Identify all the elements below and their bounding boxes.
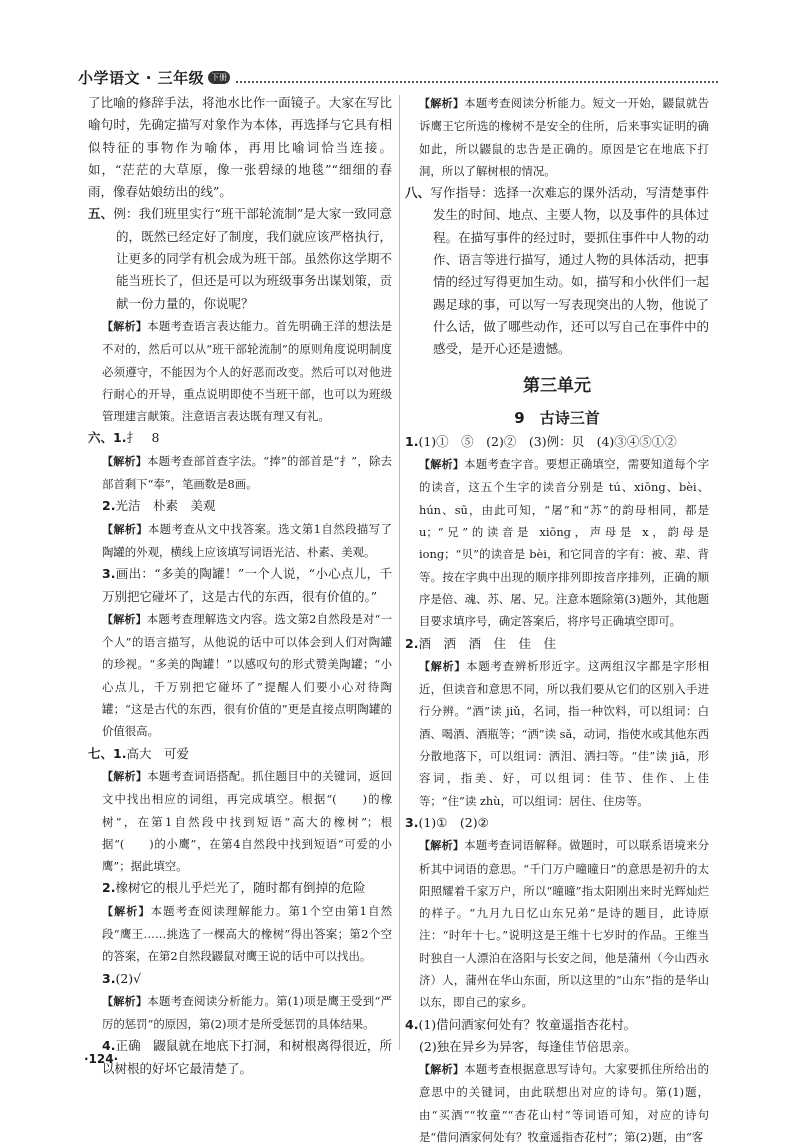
analysis-tag: 【解析】 bbox=[102, 319, 148, 333]
q6-3-analysis bbox=[88, 608, 392, 743]
analysis-tag: 【解析】 bbox=[419, 839, 465, 853]
q6-3-number: 3. bbox=[102, 566, 116, 582]
analysis-tag: 【解析】 bbox=[102, 454, 147, 468]
q7-1-number: 1. bbox=[113, 745, 127, 761]
q7-3-text: (2)√ bbox=[115, 970, 142, 986]
q7-2-answer bbox=[88, 877, 392, 899]
analysis-text: 本题考查语言表达能力。首先明确王洋的想法是不对的，然后可以从“班干部轮流制”的原则角度说明制度必须遵守，不能因为个人的好恶而改变。然后可以对他进行耐心的开导，重点说明即使不当班干部，也可以为班级管理建言献策。注意语言表达既有理又有礼。 bbox=[102, 318, 392, 424]
q7-4-answer bbox=[88, 1035, 392, 1080]
volume-badge: 下册 bbox=[208, 71, 230, 84]
analysis-tag: 【解析】 bbox=[102, 612, 147, 626]
analysis-text: 本题考查部首查字法。“捧”的部首是“扌”，除去部首剩下“奉”，笔画数是8画。 bbox=[102, 453, 392, 492]
analysis-tag: 【解析】 bbox=[102, 769, 148, 783]
analysis-tag: 【解析】 bbox=[102, 522, 148, 536]
right-column bbox=[405, 92, 709, 1148]
q7-1-text: 高大 可爱 bbox=[126, 745, 189, 761]
q7-1-answer bbox=[88, 743, 392, 765]
analysis-text: 本题考查字音。要想正确填空，需要知道每个字的读音，这五个生字的读音分别是 tú、xiōng、bèi、hún、sū，由此可知，“屠”和“苏”的韵母相同，都是 u；“兄”的读音是 xiōng，声母是 x，韵母是 iong；“贝”的读音是 bèi，和它同音的字有：被、辈、背等。按在字典中出现的顺序排列即按音序排列，正确的顺序是倍、魂、苏、屠、兄。注意本题除第(3)题外，其他题目要求填序号，确定答案后，将序号正确填空即可。 bbox=[419, 457, 709, 629]
q7-number: 七、 bbox=[88, 745, 114, 761]
r-q3-number: 3. bbox=[405, 814, 419, 830]
analysis-tag: 【解析】 bbox=[102, 904, 151, 918]
left-column bbox=[88, 92, 392, 1080]
analysis-text: 本题考查词语解释。做题时，可以联系语境来分析其中词语的意思。“千门万户曈曈日”的意思是初升的太阳照耀着千家万户，所以“曈曈”指太阳刚出来时光辉灿烂的样子。“九月九日忆山东兄弟”是诗的题目，此诗原注：“时年十七。”说明这是王维十七岁时的作品。王维当时独自一人漂泊在洛阳与长安之间，他是蒲州（今山西永济）人，蒲州在华山东面，所以这里的“山东”指的是华山以东，即自己的家乡。 bbox=[419, 838, 709, 1010]
r-q3-answer bbox=[405, 812, 709, 834]
q7-2-number: 2. bbox=[102, 880, 116, 896]
q7-3-answer bbox=[88, 968, 392, 990]
q7-4-number: 4. bbox=[102, 1038, 116, 1054]
q8-answer bbox=[405, 182, 709, 360]
q6-1-answer bbox=[88, 427, 392, 449]
r-q4-analysis bbox=[405, 1058, 709, 1148]
r-q2-text: 酒 洒 酒 住 佳 住 bbox=[418, 635, 556, 651]
analysis-text: 本题考查理解选文内容。选文第2自然段是对“一个人”的语言描写，从他说的话中可以体会到人们对陶罐的珍视。“多美的陶罐！”以感叹句的形式赞美陶罐；“小心点儿，千万别把它碰坏了”提醒人们要小心对待陶罐；“这是古代的东西，很有价值的”更是直接点明陶罐的价值很高。 bbox=[102, 611, 393, 739]
q6-number: 六、 bbox=[88, 430, 114, 446]
analysis-text: 本题考查根据意思写诗句。大家要抓住所给出的意思中的关键词，由此联想出对应的诗句。第(1)题，由“买酒”“牧童”“杏花山村”等词语可知，对应的诗句是“借问酒家何处有？牧童遥指杏花村”；第(2)题，由“客 bbox=[419, 1062, 709, 1145]
analysis-text: 本题考查阅读分析能力。短文一开始，鼹鼠就告诉鹰王它所选的橡树不是安全的住所，后来事实证明的确如此，所以鼹鼠的忠告是正确的。原因是它在地底下打洞，所以了解树根的情况。 bbox=[419, 96, 709, 178]
r-q3-text: (1)① (2)② bbox=[418, 814, 489, 830]
r-q4-answer-1 bbox=[405, 1014, 709, 1036]
q7-2-text: 橡树它的根儿乎烂光了，随时都有倒掉的危险 bbox=[115, 880, 366, 896]
column-divider bbox=[399, 95, 400, 1050]
q7-4-text: 正确 鼹鼠就在地底下打洞，和树根离得很近，所以树根的好坏它最清楚了。 bbox=[102, 1038, 392, 1076]
intro-paragraph: 了比喻的修辞手法，将池水比作一面镜子。大家在写比喻句时，先确定描写对象作为本体，再选择与它具有相似特征的事物作为喻体，再用比喻词恰当连接。如，“茫茫的大草原，像一张碧绿的地毯”“细细的春雨，像春姑娘纺出的线”。 bbox=[88, 95, 392, 200]
q6-1-text: 扌 8 bbox=[126, 430, 160, 446]
q7-1-analysis bbox=[88, 765, 392, 877]
r-q1-number: 1. bbox=[405, 433, 419, 449]
r-q4-number: 4. bbox=[405, 1016, 419, 1032]
analysis-text: 本题考查辨析形近字。这两组汉字都是字形相近，但读音和意思不同，所以我们要从它们的区别入手进行分辨。“酒”读 jiǔ，名词，指一种饮料，可以组词：白酒、喝酒、酒瓶等；“洒”读 sǎ，动词，指使水或其他东西分散地落下，可以组词：洒泪、洒扫等。“佳”读 jiā，形容词，指美、好，可以组词：佳节、佳作、上佳等；“住”读 zhù，可以组词：居住、住房等。 bbox=[419, 658, 709, 808]
q6-1-number: 1. bbox=[113, 430, 127, 446]
analysis-tag: 【解析】 bbox=[419, 458, 465, 472]
analysis-tag: 【解析】 bbox=[419, 1063, 465, 1077]
page-number: ·124· bbox=[84, 1052, 119, 1066]
q6-2-answer bbox=[88, 495, 392, 517]
q6-2-text: 光洁 朴素 美观 bbox=[115, 498, 216, 514]
q6-3-text: 画出：“多美的陶罐！”一个人说，“小心点儿，千万别把它碰坏了，这是古代的东西，很有价值的。” bbox=[102, 566, 392, 604]
analysis-tag: 【解析】 bbox=[419, 659, 467, 673]
analysis-text: 本题考查阅读分析能力。第(1)项是鹰王受到“严厉的惩罚”的原因，第(2)项才是所受惩罚的具体结果。 bbox=[102, 993, 393, 1032]
q5-answer bbox=[88, 203, 392, 314]
q6-2-analysis bbox=[88, 518, 392, 564]
r-q1-answer bbox=[405, 431, 709, 453]
analysis-text: 本题考查阅读理解能力。第1个空由第1自然段“鹰王……挑选了一棵高大的橡树”得出答案；第2个空的答案，在第2自然段鼹鼠对鹰王说的话中可以找出。 bbox=[102, 903, 393, 964]
r-q1-text: (1)① ⑤ (2)② (3)例：贝 (4)③④⑤①② bbox=[418, 433, 677, 449]
q7-3-number: 3. bbox=[102, 970, 116, 986]
q6-2-number: 2. bbox=[102, 498, 116, 514]
page-header bbox=[78, 66, 718, 88]
book-title: 小学语文 · 三年级 bbox=[78, 68, 205, 87]
header-dotted-rule bbox=[236, 71, 718, 83]
analysis-tag: 【解析】 bbox=[419, 97, 465, 110]
q5-number: 五、 bbox=[88, 206, 114, 222]
r-q4-text-1: (1)借问酒家何处有？牧童遥指杏花村。 bbox=[418, 1016, 637, 1032]
analysis-tag: 【解析】 bbox=[102, 994, 148, 1008]
r-q1-analysis bbox=[405, 453, 709, 632]
analysis-text: 本题考查从文中找答案。选文第1自然段描写了陶罐的外观，横线上应该填写词语光洁、朴素、美观。 bbox=[102, 521, 393, 559]
q5-text: 例：我们班里实行“班干部轮流制”是大家一致同意的，既然已经定好了制度，我们就应该严格执行，让更多的同学有机会成为班干部。虽然你这学期不能当班长了，但还是可以为班级事务出谋划策，贡献一份力量的，你说呢？ bbox=[113, 206, 392, 311]
q7-2-analysis bbox=[88, 900, 392, 968]
q8-text: 写作指导：选择一次难忘的课外活动，写清楚事件发生的时间、地点、主要人物，以及事件的具体过程。在描写事件的经过时，要抓住事件中人物的动作、语言等进行描写，通过人物的具体活动，把事情的经过写得更加生动。如，描写和小伙伴们一起踢足球的事，可以写一写表现突出的人物，他说了什么话，做了哪些动作，还可以写自己在事件中的感受，是开心还是遗憾。 bbox=[430, 185, 709, 357]
analysis-text: 本题考查词语搭配。抓住题目中的关键词，返回文中找出相应的词组，再完成填空。根据“( )的橡树”，在第1自然段中找到短语“高大的橡树”；根据“( )的小鹰”，在第4自然段中找到短语“可爱的小鹰”；据此填空。 bbox=[102, 768, 392, 874]
q7-3-analysis bbox=[88, 990, 392, 1036]
r-q4-answer-2: (2)独在异乡为异客，每逢佳节倍思亲。 bbox=[419, 1038, 637, 1054]
unit-title: 第三单元 bbox=[523, 375, 591, 396]
q6-3-answer bbox=[88, 563, 392, 608]
q6-1-analysis bbox=[88, 450, 392, 496]
q5-analysis bbox=[88, 315, 392, 427]
r-q3-analysis bbox=[405, 834, 709, 1013]
r-q2-answer bbox=[405, 633, 709, 655]
r-q2-number: 2. bbox=[405, 635, 419, 651]
lesson-title: 9 古诗三首 bbox=[514, 408, 600, 427]
q8-number: 八、 bbox=[405, 185, 431, 201]
q7-4-analysis bbox=[405, 92, 709, 182]
r-q2-analysis bbox=[405, 655, 709, 812]
